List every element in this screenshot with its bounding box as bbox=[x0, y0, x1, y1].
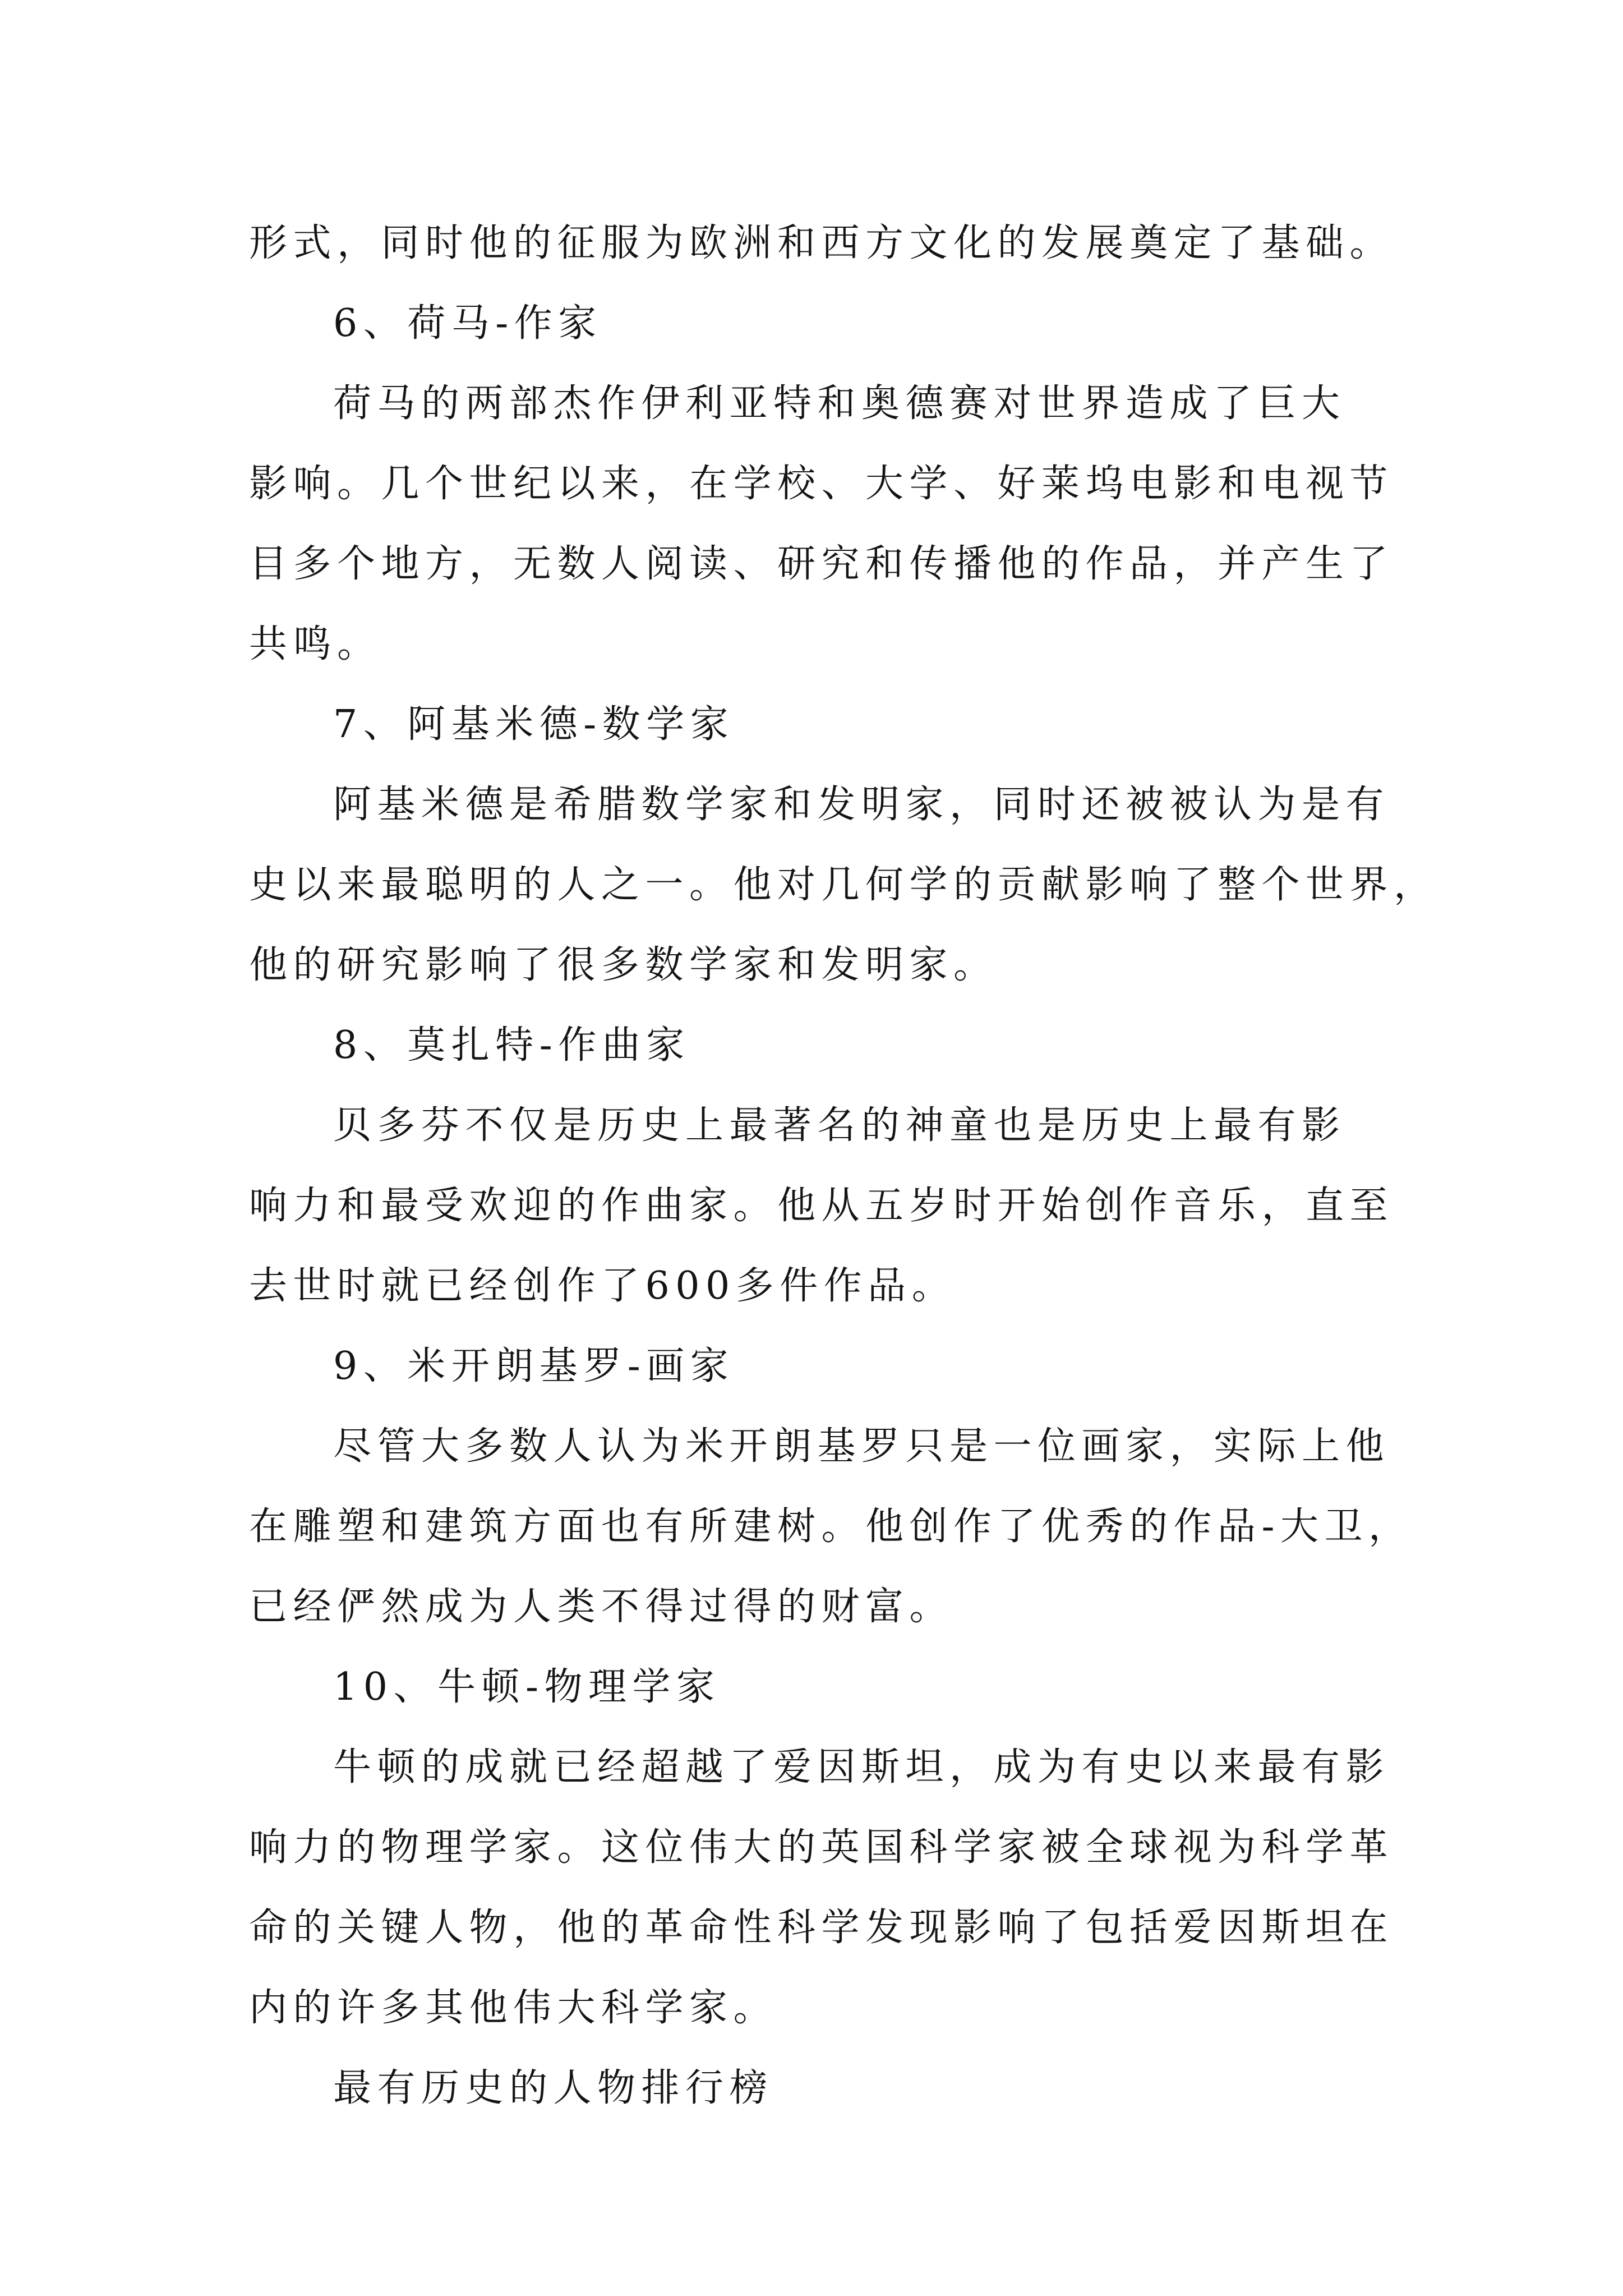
paragraph-line: 去世时就已经创作了600多件作品。 bbox=[249, 1264, 956, 1308]
paragraph-line: 在雕塑和建筑方面也有所建树。他创作了优秀的作品-大卫， bbox=[249, 1504, 1413, 1549]
paragraph-line: 共鸣。 bbox=[249, 622, 381, 666]
paragraph-line: 响力的物理学家。这位伟大的英国科学家被全球视为科学革 bbox=[249, 1825, 1394, 1870]
paragraph-line: 尽管大多数人认为米开朗基罗只是一位画家，实际上他 bbox=[333, 1424, 1390, 1469]
document-body bbox=[249, 203, 1438, 2128]
section-heading: 9、米开朗基罗-画家 bbox=[333, 1344, 735, 1388]
section-heading: 8、莫扎特-作曲家 bbox=[333, 1023, 690, 1068]
section-heading: 6、荷马-作家 bbox=[333, 301, 602, 346]
paragraph-line: 目多个地方，无数人阅读、研究和传播他的作品，并产生了 bbox=[249, 542, 1394, 586]
paragraph-line: 形式，同时他的征服为欧洲和西方文化的发展奠定了基础。 bbox=[249, 221, 1394, 265]
paragraph-line: 贝多芬不仅是历史上最著名的神童也是历史上最有影 bbox=[333, 1103, 1346, 1148]
paragraph-line: 牛顿的成就已经超越了爱因斯坦，成为有史以来最有影 bbox=[333, 1745, 1390, 1789]
paragraph-line: 已经俨然成为人类不得过得的财富。 bbox=[249, 1585, 954, 1629]
paragraph-line: 影响。几个世纪以来，在学校、大学、好莱坞电影和电视节 bbox=[249, 462, 1394, 506]
paragraph-line: 他的研究影响了很多数学家和发明家。 bbox=[249, 943, 998, 987]
section-heading: 最有历史的人物排行榜 bbox=[333, 2066, 774, 2110]
paragraph-line: 内的许多其他伟大科学家。 bbox=[249, 1986, 778, 2030]
paragraph-line: 史以来最聪明的人之一。他对几何学的贡献影响了整个世界， bbox=[249, 863, 1438, 907]
section-heading: 10、牛顿-物理学家 bbox=[333, 1665, 721, 1709]
section-heading: 7、阿基米德-数学家 bbox=[333, 702, 735, 747]
paragraph-line: 阿基米德是希腊数学家和发明家，同时还被被认为是有 bbox=[333, 783, 1390, 827]
paragraph-line: 命的关键人物，他的革命性科学发现影响了包括爱因斯坦在 bbox=[249, 1906, 1394, 1950]
paragraph-line: 响力和最受欢迎的作曲家。他从五岁时开始创作音乐，直至 bbox=[249, 1184, 1394, 1228]
paragraph-line: 荷马的两部杰作伊利亚特和奥德赛对世界造成了巨大 bbox=[333, 381, 1346, 426]
